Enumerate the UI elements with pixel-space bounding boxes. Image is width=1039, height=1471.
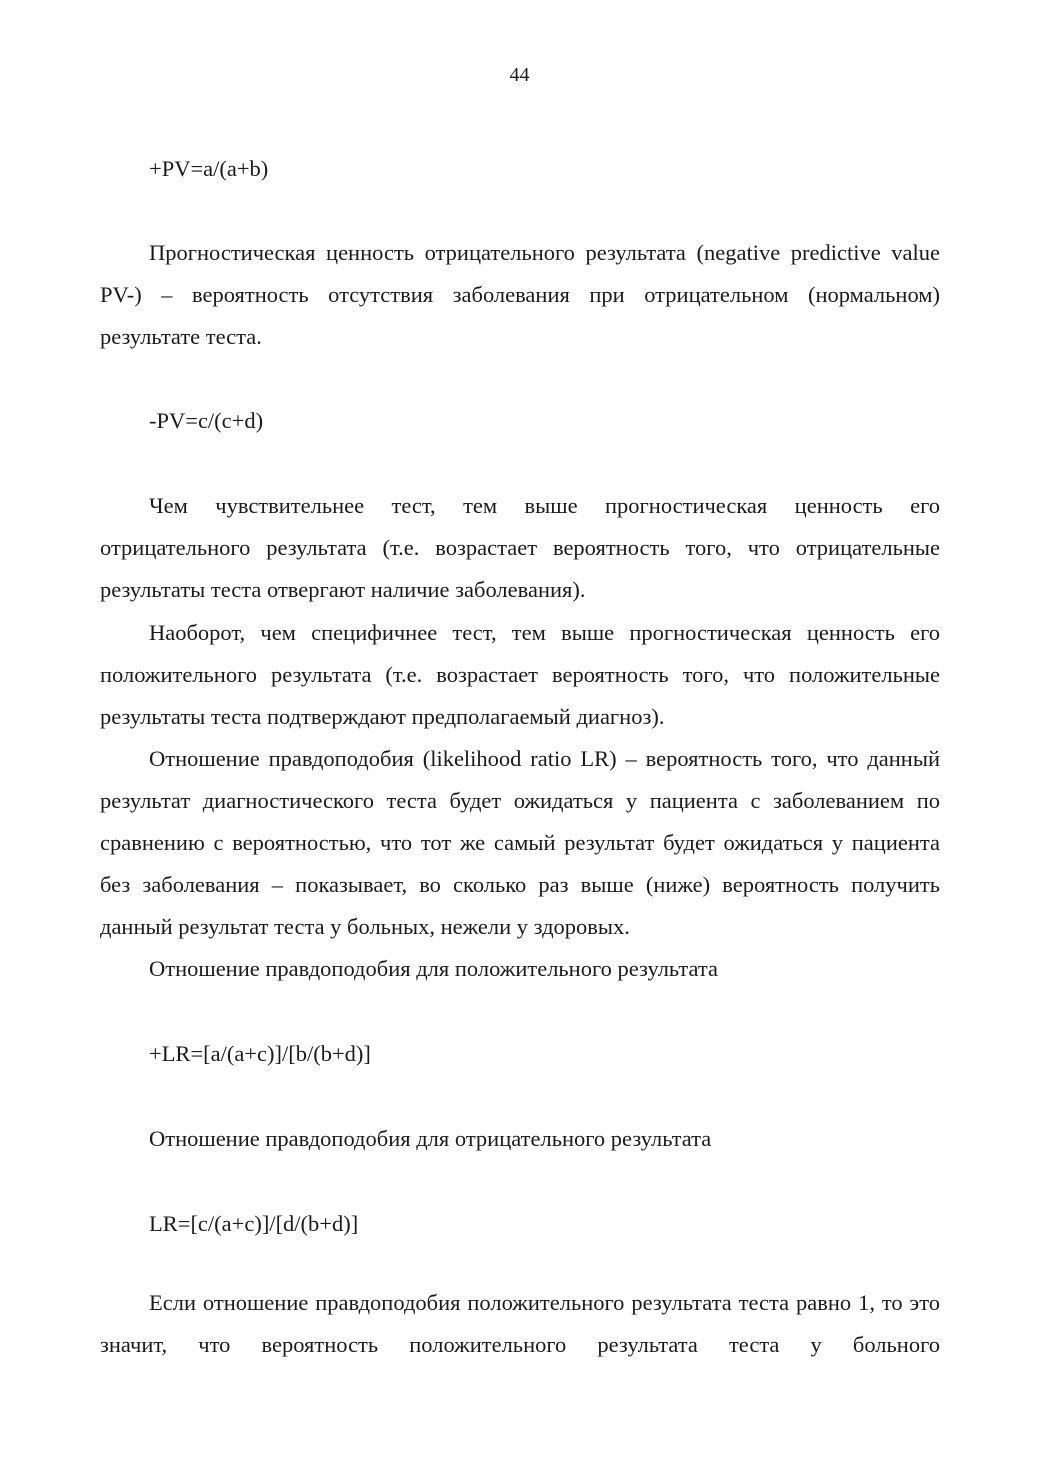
paragraph-sensitivity: Чем чувствительнее тест, тем выше прогностическая ценность его отрицательного результата (т.е. возрастает вероятность того, что отрицательные результаты теста отвергают наличие заболевания). xyxy=(100,493,940,602)
formula-likelihood-ratio-negative: LR=[c/(a+c)]/[d/(b+d)] xyxy=(149,1211,359,1236)
label-likelihood-ratio-positive: Отношение правдоподобия для положительного результата xyxy=(149,956,718,981)
paragraph-negative-predictive-value-definition: Прогностическая ценность отрицательного результата (negative predictive value PV-) – вероятность отсутствия заболевания при отрицательном (нормальном) результате теста. xyxy=(100,240,940,349)
paragraph-likelihood-ratio-equal-one: Если отношение правдоподобия положительного результата теста равно 1, то это значит, что вероятность положительного результата теста у больного xyxy=(100,1290,940,1357)
formula-likelihood-ratio-positive: +LR=[a/(a+c)]/[b/(b+d)] xyxy=(149,1041,371,1066)
paragraph-likelihood-ratio-definition: Отношение правдоподобия (likelihood ratio LR) – вероятность того, что данный результат диагностического теста будет ожидаться у пациента с заболеванием по сравнению с вероятностью, что тот же самый результат будет ожидаться у пациента без заболевания – показывает, во сколько раз выше (ниже) вероятность получить данный результат теста у больных, нежели у здоровых. xyxy=(100,746,940,939)
page-number: 44 xyxy=(509,64,530,86)
label-likelihood-ratio-negative: Отношение правдоподобия для отрицательного результата xyxy=(149,1126,712,1151)
formula-positive-predictive-value: +PV=a/(a+b) xyxy=(149,156,269,181)
formula-negative-predictive-value: -PV=c/(c+d) xyxy=(149,408,264,433)
paragraph-specificity: Наоборот, чем специфичнее тест, тем выше прогностическая ценность его положительного результата (т.е. возрастает вероятность того, что положительные результаты теста подтверждают предполагаемый диагноз). xyxy=(100,620,940,729)
